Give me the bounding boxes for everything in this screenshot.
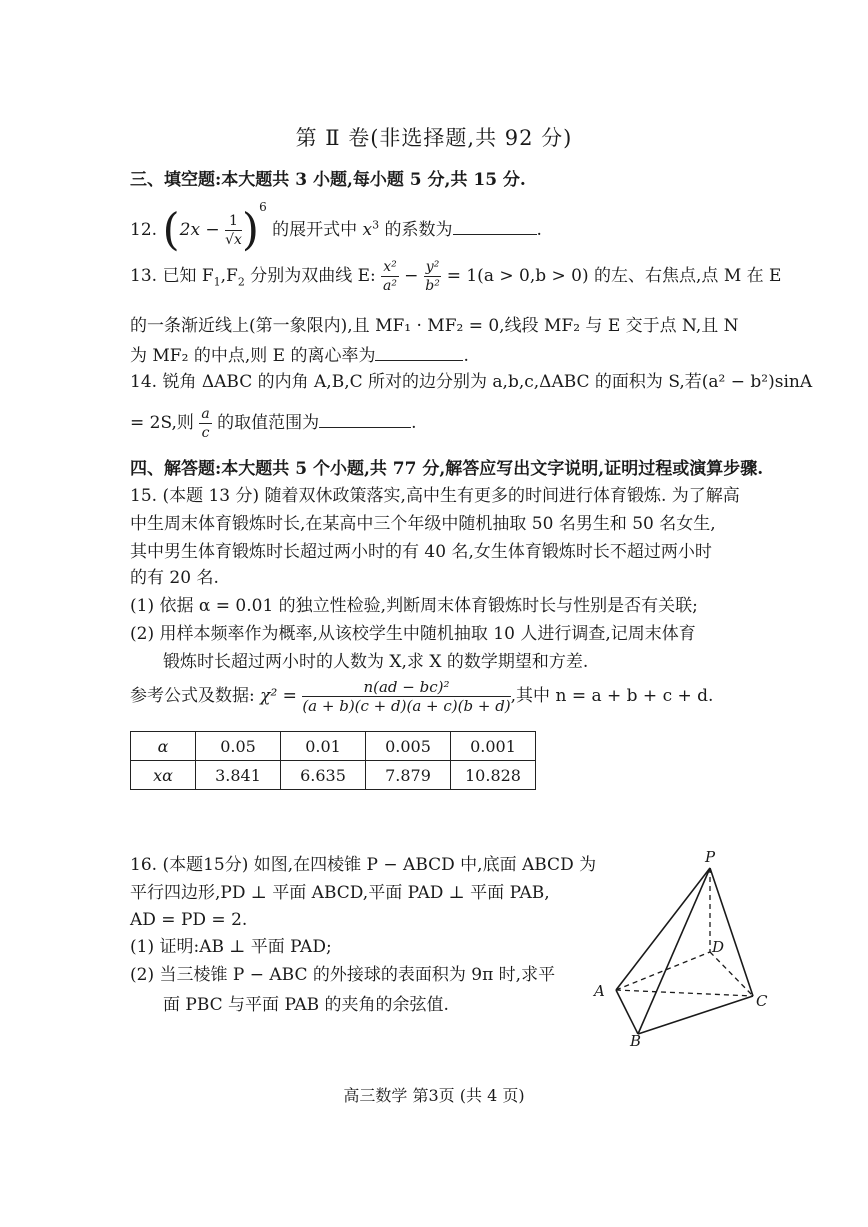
q12-text-a: 的展开式中 bbox=[272, 220, 358, 240]
q13-fy-num: y² bbox=[425, 259, 440, 275]
q16-line-3: AD = PD = 2. bbox=[130, 910, 248, 930]
q13-line3-text: 为 MF₂ 的中点,则 E 的离心率为 bbox=[130, 346, 376, 366]
q14-frac-den: c bbox=[201, 425, 210, 441]
q13-fx-num: x² bbox=[383, 259, 397, 275]
label-P: P bbox=[705, 848, 716, 866]
question-12 bbox=[130, 195, 542, 256]
label-B: B bbox=[630, 1032, 642, 1048]
chi-square-symbol: χ² = bbox=[260, 686, 297, 706]
right-paren: ) bbox=[241, 204, 260, 256]
critical-value-table bbox=[130, 731, 536, 790]
q13-line3-end: . bbox=[463, 346, 469, 366]
q13-fx-den: a² bbox=[382, 278, 397, 294]
label-A: A bbox=[594, 982, 605, 1000]
edge-AC bbox=[616, 990, 753, 996]
formula-denominator: (a + b)(c + d)(a + c)(b + d) bbox=[302, 697, 511, 715]
q13-answer-blank[interactable] bbox=[375, 342, 463, 361]
edge-PC bbox=[710, 868, 753, 996]
q12-answer-blank[interactable] bbox=[453, 216, 537, 235]
edge-PB bbox=[638, 868, 710, 1034]
table-cell: 6.635 bbox=[281, 761, 366, 790]
table-cell: 0.05 bbox=[196, 732, 281, 761]
q13-minus: − bbox=[404, 266, 419, 286]
left-paren: ( bbox=[162, 204, 180, 256]
pyramid-figure bbox=[580, 848, 780, 1048]
q12-text-b: 的系数为 bbox=[384, 220, 453, 240]
table-cell: 0.005 bbox=[366, 732, 451, 761]
q14-answer-blank[interactable] bbox=[319, 409, 411, 428]
table-cell: 0.001 bbox=[451, 732, 536, 761]
q13-text-c: 分别为双曲线 E: bbox=[244, 266, 376, 286]
q12-frac-num: 1 bbox=[225, 212, 242, 231]
page-footer: 高三数学 第3页 (共 4 页) bbox=[343, 1086, 525, 1105]
table-row bbox=[131, 761, 536, 790]
q13-text-b: ,F bbox=[220, 266, 238, 286]
q14-text-a: = 2S,则 bbox=[130, 413, 194, 433]
q13-sub1: 1 bbox=[213, 275, 221, 289]
edge-PA bbox=[616, 868, 710, 990]
q13-text-d: = 1(a > 0,b > 0) 的左、右焦点,点 M 在 E bbox=[446, 266, 782, 286]
q14-fraction bbox=[199, 405, 211, 442]
q15-line-4: 的有 20 名. bbox=[130, 568, 219, 588]
page-title: 第 Ⅱ 卷(非选择题,共 92 分) bbox=[295, 126, 573, 150]
q15-line-3: 其中男生体育锻炼时长超过两小时的有 40 名,女生体育锻炼时长不超过两小时 bbox=[130, 542, 712, 562]
table-cell: xα bbox=[131, 761, 196, 790]
q14-frac-num: a bbox=[201, 406, 210, 422]
q15-part-2a: (2) 用样本频率作为概率,从该校学生中随机抽取 10 人进行调查,记周末体育 bbox=[130, 624, 696, 644]
q12-exponent: 6 bbox=[259, 200, 267, 214]
q16-part-2b: 面 PBC 与平面 PAB 的夹角的余弦值. bbox=[163, 995, 449, 1015]
q13-fy-den: b² bbox=[425, 278, 440, 294]
chi-square-fraction bbox=[302, 678, 510, 715]
q16-line-1: 16. (本题15分) 如图,在四棱锥 P − ABCD 中,底面 ABCD 为 bbox=[130, 855, 597, 875]
table-cell: 7.879 bbox=[366, 761, 451, 790]
question-13-line-1 bbox=[130, 258, 781, 295]
q12-lead: 2x − bbox=[179, 220, 220, 240]
question-14-line-1: 14. 锐角 ΔABC 的内角 A,B,C 所对的边分别为 a,b,c,ΔABC 的面积为 S,若(a² − b²)sinA bbox=[130, 372, 813, 392]
q15-line-1: 15. (本题 13 分) 随着双休政策落实,高中生有更多的时间进行体育锻炼. 为了解高 bbox=[130, 486, 740, 506]
q15-formula bbox=[130, 678, 713, 715]
q13-frac-x bbox=[381, 258, 399, 295]
section-3-heading: 三、填空题:本大题共 3 小题,每小题 5 分,共 15 分. bbox=[130, 170, 526, 190]
label-C: C bbox=[756, 992, 768, 1010]
table-cell: α bbox=[131, 732, 196, 761]
q15-part-2b: 锻炼时长超过两小时的人数为 X,求 X 的数学期望和方差. bbox=[163, 652, 589, 672]
formula-tail: ,其中 n = a + b + c + d. bbox=[510, 686, 714, 706]
table-row bbox=[131, 732, 536, 761]
formula-lead: 参考公式及数据: bbox=[130, 686, 255, 706]
q12-frac-den: √x bbox=[225, 232, 242, 248]
q12-end: . bbox=[536, 220, 542, 240]
q14-text-c: . bbox=[411, 413, 417, 433]
q16-part-1: (1) 证明:AB ⊥ 平面 PAD; bbox=[130, 937, 332, 957]
q14-text-b: 的取值范围为 bbox=[217, 413, 320, 433]
q16-line-2: 平行四边形,PD ⊥ 平面 ABCD,平面 PAD ⊥ 平面 PAB, bbox=[130, 883, 550, 903]
question-13-line-3 bbox=[130, 342, 469, 368]
table-cell: 3.841 bbox=[196, 761, 281, 790]
formula-numerator: n(ad − bc)² bbox=[302, 678, 510, 697]
q15-line-2: 中生周末体育锻炼时长,在某高中三个年级中随机抽取 50 名男生和 50 名女生, bbox=[130, 514, 716, 534]
edge-DC bbox=[710, 952, 753, 996]
question-13-line-2: 的一条渐近线上(第一象限内),且 MF₁ · MF₂ = 0,线段 MF₂ 与 E 交于点 N,且 N bbox=[130, 316, 739, 336]
q13-sub2: 2 bbox=[237, 275, 245, 289]
label-D: D bbox=[712, 938, 725, 956]
q15-part-1: (1) 依据 α = 0.01 的独立性检验,判断周末体育锻炼时长与性别是否有关联; bbox=[130, 596, 698, 616]
q12-x-exp: 3 bbox=[372, 218, 380, 232]
table-cell: 0.01 bbox=[281, 732, 366, 761]
q12-x: x bbox=[362, 220, 373, 240]
q13-frac-y bbox=[424, 258, 442, 295]
question-14-line-2 bbox=[130, 405, 417, 442]
q12-number: 12. bbox=[130, 220, 158, 240]
edge-AB bbox=[616, 990, 638, 1034]
q16-part-2a: (2) 当三棱锥 P − ABC 的外接球的表面积为 9π 时,求平 bbox=[130, 965, 556, 985]
q13-text-a: 13. 已知 F bbox=[130, 266, 214, 286]
q12-fraction bbox=[225, 212, 242, 249]
edge-BC bbox=[638, 996, 753, 1034]
section-4-heading: 四、解答题:本大题共 5 个小题,共 77 分,解答应写出文字说明,证明过程或演算步骤. bbox=[130, 459, 764, 479]
table-cell: 10.828 bbox=[451, 761, 536, 790]
